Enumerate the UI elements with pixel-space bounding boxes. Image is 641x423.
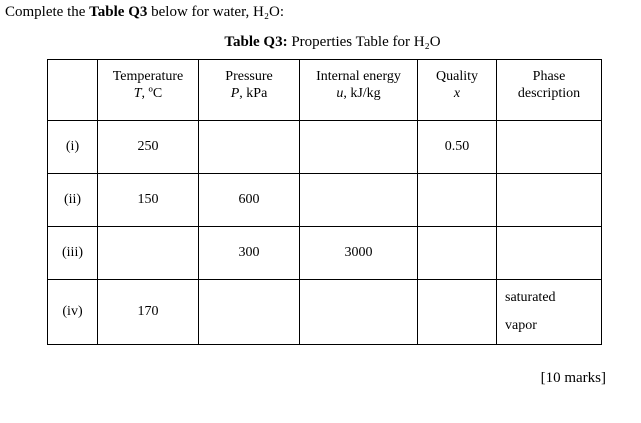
- table-row: [48, 174, 602, 227]
- header-pressure: [199, 60, 300, 121]
- question-instruction: [5, 4, 284, 21]
- header-phase: [497, 60, 602, 121]
- quality-cell: [418, 174, 497, 227]
- caption-text: Properties Table for H₂O: [287, 34, 441, 50]
- header-temperature-symbol: T: [133, 86, 142, 101]
- row-id: (ii): [48, 174, 98, 227]
- temperature-cell: 150: [98, 174, 199, 227]
- header-internal-energy: [300, 60, 418, 121]
- quality-cell: [418, 280, 497, 345]
- quality-cell: [418, 227, 497, 280]
- header-internal-energy-name: Internal energy: [316, 69, 401, 84]
- header-row-id: [48, 60, 98, 121]
- row-id: (iii): [48, 227, 98, 280]
- header-phase-desc: description: [517, 86, 581, 101]
- instruction-text: Complete the: [5, 4, 90, 20]
- phase-cell: [497, 227, 602, 280]
- instruction-suffix: below for water, H₂O:: [147, 4, 285, 20]
- header-pressure-unit: , kPa: [239, 86, 268, 101]
- header-temperature: [98, 60, 199, 121]
- temperature-cell: 170: [98, 280, 199, 345]
- quality-cell: 0.50: [418, 121, 497, 174]
- table-caption: [0, 34, 641, 51]
- pressure-cell: 300: [199, 227, 300, 280]
- header-internal-energy-symbol: u: [336, 86, 344, 101]
- header-quality-name: Quality: [436, 69, 478, 84]
- table-reference: Table Q3: [89, 4, 148, 20]
- caption-label: Table Q3:: [224, 34, 288, 50]
- temperature-cell: 250: [98, 121, 199, 174]
- temperature-cell: [98, 227, 199, 280]
- internal-energy-cell: 3000: [300, 227, 418, 280]
- header-internal-energy-unit: , kJ/kg: [343, 86, 381, 101]
- phase-cell: saturated vapor: [497, 280, 602, 345]
- header-pressure-symbol: P: [230, 86, 240, 101]
- table-header-row: [48, 60, 602, 121]
- header-quality: [418, 60, 497, 121]
- header-temperature-unit: , ºC: [141, 86, 163, 101]
- phase-cell: [497, 174, 602, 227]
- table-row: [48, 227, 602, 280]
- table-row: [48, 280, 602, 345]
- header-phase-name: Phase: [532, 69, 566, 84]
- marks-label: [10 marks]: [540, 370, 606, 386]
- table-row: [48, 121, 602, 174]
- internal-energy-cell: [300, 121, 418, 174]
- internal-energy-cell: [300, 280, 418, 345]
- pressure-cell: 600: [199, 174, 300, 227]
- header-quality-symbol: x: [453, 86, 461, 101]
- pressure-cell: [199, 121, 300, 174]
- row-id: (iv): [48, 280, 98, 345]
- properties-table: [47, 59, 602, 345]
- row-id: (i): [48, 121, 98, 174]
- header-temperature-name: Temperature: [112, 69, 184, 84]
- pressure-cell: [199, 280, 300, 345]
- internal-energy-cell: [300, 174, 418, 227]
- header-pressure-name: Pressure: [225, 69, 273, 84]
- phase-cell: [497, 121, 602, 174]
